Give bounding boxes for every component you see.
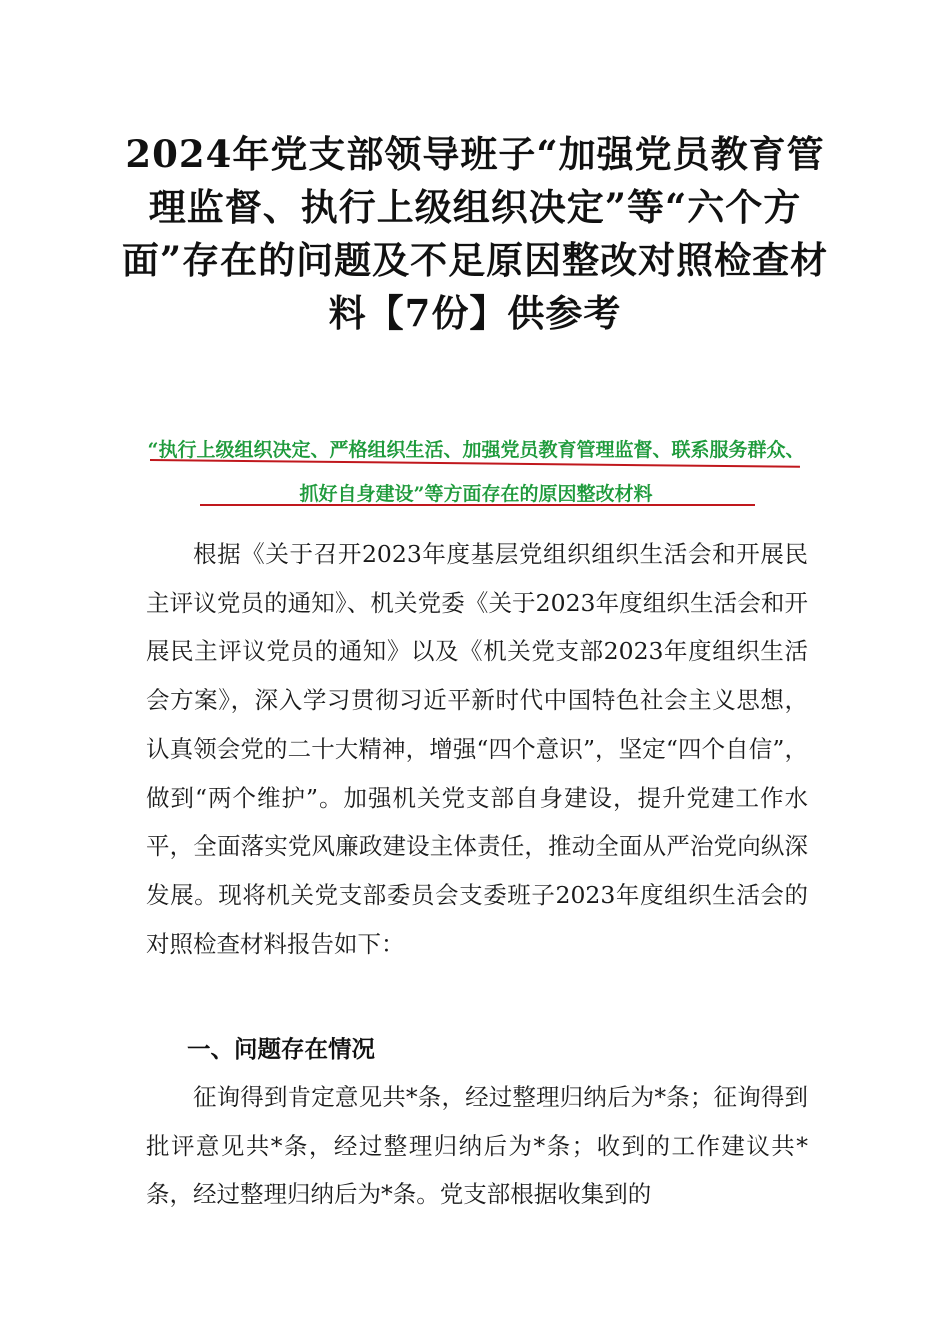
subtitle-underline-line-2 — [200, 504, 755, 506]
section-paragraph: 征询得到肯定意见共*条，经过整理归纳后为*条；征询得到批评意见共*条，经过整理归纳后为*条；收到的工作建议共*条，经过整理归纳后为*条。党支部根据收集到的 — [146, 1083, 808, 1209]
intro-paragraph: 根据《关于召开2023年度基层党组织组织生活会和开展民主评议党员的通知》、机关党委《关于2023年度组织生活会和开展民主评议党员的通知》以及《机关党支部2023年度组织生活会方案》，深入学习贯彻习近平新时代中国特色社会主义思想，认真领会党的二十大精神，增强“四个意识”，坚定“四个自信”，做到“两个维护”。加强机关党支部自身建设，提升党建工作水平，全面落实党风廉政建设主体责任，推动全面从严治党向纵深发展。现将机关党支部委员会支委班子2023年度组织生活会的对照检查材料报告如下： — [146, 540, 808, 958]
document-subtitle: “执行上级组织决定、严格组织生活、加强党员教育管理监督、联系服务群众、抓好自身建设”等方面存在的原因整改材料 — [147, 439, 805, 505]
section-heading: 一、问题存在情况 — [187, 1035, 375, 1063]
document-title: 2024年党支部领导班子“加强党员教育管理监督、执行上级组织决定”等“六个方面”存在的问题及不足原因整改对照检查材料【7份】供参考 — [121, 132, 829, 335]
